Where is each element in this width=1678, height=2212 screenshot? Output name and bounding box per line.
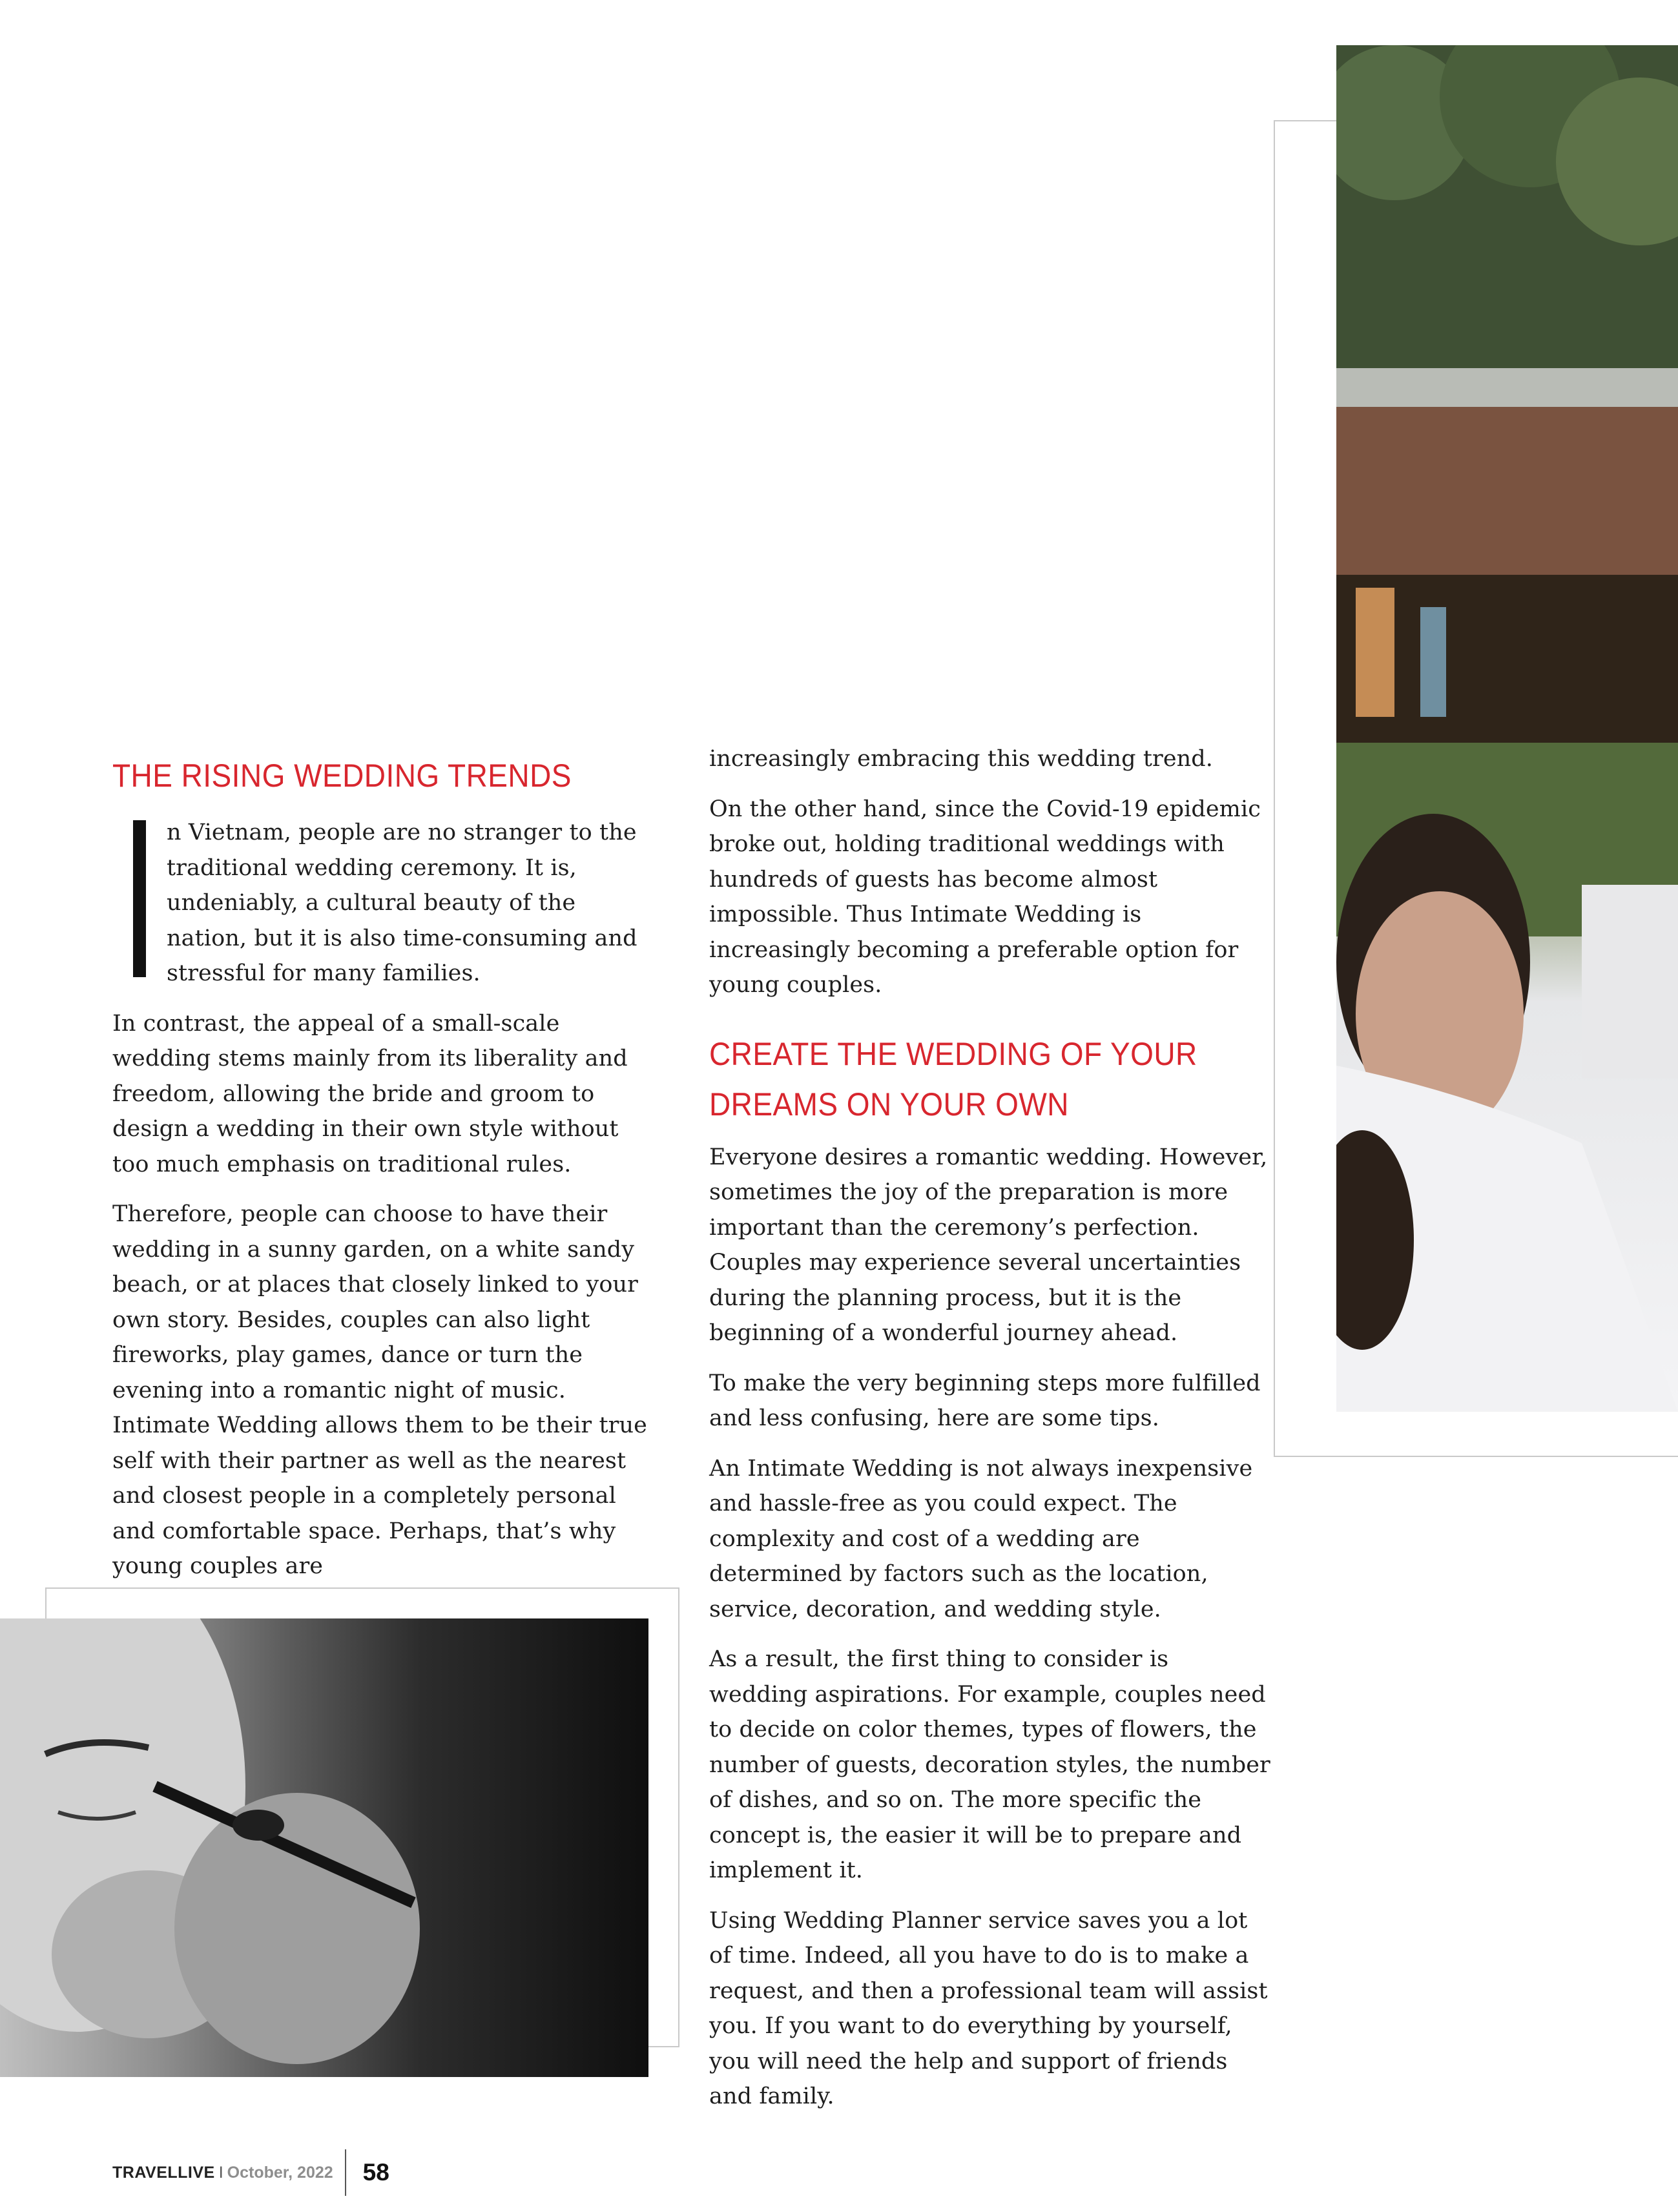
intro-text: n Vietnam, people are no stranger to the traditional wedding ceremony. It is, undeniably, a cultural beauty of the nation, but it is also time-consuming and stressful for many families. [167, 820, 637, 986]
footer-separator: I [218, 2163, 223, 2182]
section-heading-rising-trends: THE RISING WEDDING TRENDS [112, 758, 572, 794]
drop-cap-i [133, 820, 146, 977]
intro-paragraph [112, 815, 661, 991]
body-paragraph: As a result, the first thing to consider is wedding aspirations. For example, couples need to decide on color themes, types of flowers, the number of guests, decoration styles, the number of dishes, and so on. The more specific the concept is, the easier it will be to prepare and implement it. [709, 1646, 1270, 1883]
section-heading-create-wedding: CREATE THE WEDDING OF YOUR DREAMS ON YOUR OWN [709, 1035, 1197, 1122]
body-paragraph: To make the very beginning steps more fulfilled and less confusing, here are some tips. [709, 1370, 1261, 1431]
magazine-name: TRAVELLIVE [112, 2163, 215, 2182]
middle-column [709, 741, 1271, 2129]
page-footer [112, 2153, 389, 2192]
left-column [112, 750, 661, 1599]
body-paragraph: In contrast, the appeal of a small-scale wedding stems mainly from its liberality and freedom, allowing the bride and groom to design a wedding in their own style without too much emphasis on traditional rules. [112, 1010, 628, 1177]
body-paragraph: Therefore, people can choose to have their wedding in a sunny garden, on a white sandy beach, or at places that closely linked to your own story. Besides, couples can also light fireworks, play games, dance or turn the evening into a romantic night of music. Intimate Wedding allows them to be their true self with their partner as well as the nearest and closest people in a completely personal and comfortable space. Perhaps, that’s why young couples are [112, 1201, 647, 1579]
body-paragraph: Everyone desires a romantic wedding. However, sometimes the joy of the preparation is more important than the ceremony’s perfection. Couples may experience several uncertainties during the planning process, but it is the beginning of a wonderful journey ahead. [709, 1144, 1268, 1346]
body-paragraph: An Intimate Wedding is not always inexpensive and hassle-free as you could expect. The complexity and cost of a wedding are determined by factors such as the location, service, decoration, and wedding style. [709, 1455, 1253, 1622]
footer-divider [345, 2149, 346, 2196]
body-paragraph: increasingly embracing this wedding trend. [709, 746, 1214, 772]
body-paragraph: On the other hand, since the Covid-19 epidemic broke out, holding traditional weddings with hundreds of guests has become almost impossible. Thus Intimate Wedding is increasingly becoming a preferable option for young couples. [709, 796, 1261, 998]
garden-wedding-photo [1336, 45, 1678, 1412]
body-paragraph: Using Wedding Planner service saves you a lot of time. Indeed, all you have to do is to make a request, and then a professional team will assist you. If you want to do everything by yourself, you will need the help and support of friends and family. [709, 1907, 1268, 2109]
issue-date: October, 2022 [227, 2163, 333, 2182]
makeup-photo [0, 1618, 648, 2077]
page-number: 58 [362, 2159, 389, 2186]
